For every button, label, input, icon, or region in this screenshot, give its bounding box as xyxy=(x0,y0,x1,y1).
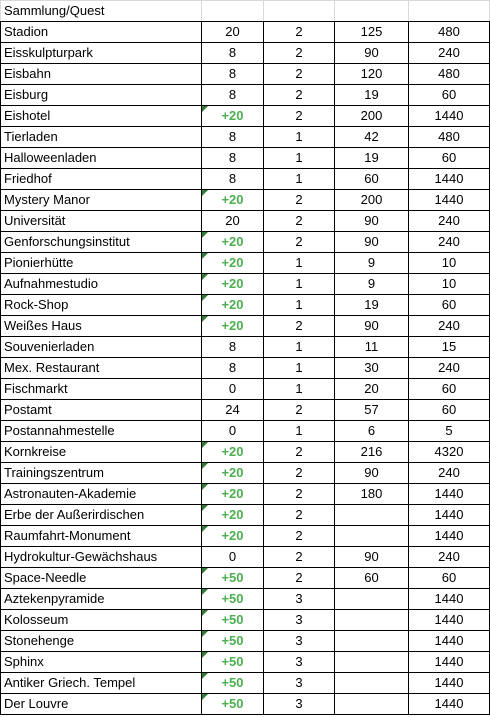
name-cell[interactable]: Mex. Restaurant xyxy=(1,358,202,379)
value-c-cell[interactable]: 57 xyxy=(335,400,409,421)
table-row xyxy=(1,589,490,610)
comment-flag-icon xyxy=(202,295,208,301)
value-a-cell[interactable] xyxy=(202,400,264,421)
value-c-cell[interactable]: 60 xyxy=(335,169,409,190)
table-row xyxy=(1,421,490,442)
value-b-cell[interactable]: 2 xyxy=(264,568,335,589)
name-cell[interactable]: Kornkreise xyxy=(1,442,202,463)
name-cell[interactable]: Postannahmestelle xyxy=(1,421,202,442)
value-d-cell[interactable]: 10 xyxy=(409,274,490,295)
table-row xyxy=(1,190,490,211)
name-cell[interactable]: Aztekenpyramide xyxy=(1,589,202,610)
value-a-cell[interactable] xyxy=(202,85,264,106)
value-a-cell[interactable] xyxy=(202,148,264,169)
cell-text: +20 xyxy=(221,486,244,501)
value-c-cell[interactable]: 19 xyxy=(335,148,409,169)
comment-flag-icon xyxy=(202,652,208,658)
value-a-cell[interactable] xyxy=(202,547,264,568)
value-c-cell[interactable]: 30 xyxy=(335,358,409,379)
cell-text: 8 xyxy=(228,129,237,144)
value-b-cell[interactable]: 3 xyxy=(264,589,335,610)
value-c-cell[interactable]: 20 xyxy=(335,379,409,400)
value-c-cell[interactable] xyxy=(335,505,409,526)
value-d-cell[interactable]: 5 xyxy=(409,421,490,442)
value-a-cell[interactable] xyxy=(202,106,264,127)
table-row xyxy=(1,694,490,715)
value-c-cell[interactable]: 125 xyxy=(335,22,409,43)
value-c-cell[interactable]: 200 xyxy=(335,106,409,127)
value-b-cell[interactable]: 3 xyxy=(264,610,335,631)
cell-text: +20 xyxy=(221,276,244,291)
value-a-cell[interactable] xyxy=(202,127,264,148)
empty-header-cell[interactable] xyxy=(409,1,490,22)
table-row xyxy=(1,169,490,190)
value-c-cell[interactable]: 90 xyxy=(335,232,409,253)
cell-text: 8 xyxy=(228,171,237,186)
name-cell[interactable]: Friedhof xyxy=(1,169,202,190)
value-b-cell[interactable]: 2 xyxy=(264,526,335,547)
comment-flag-icon xyxy=(202,568,208,574)
value-b-cell[interactable]: 2 xyxy=(264,22,335,43)
value-d-cell[interactable]: 1440 xyxy=(409,190,490,211)
value-d-cell[interactable]: 15 xyxy=(409,337,490,358)
spreadsheet-body xyxy=(1,1,490,715)
name-cell[interactable]: Stadion xyxy=(1,22,202,43)
value-d-cell[interactable]: 60 xyxy=(409,148,490,169)
name-cell[interactable]: Eisskulpturpark xyxy=(1,43,202,64)
cell-text: 8 xyxy=(228,360,237,375)
value-d-cell[interactable]: 60 xyxy=(409,85,490,106)
table-row xyxy=(1,274,490,295)
name-cell[interactable]: Eisbahn xyxy=(1,64,202,85)
value-b-cell[interactable]: 3 xyxy=(264,652,335,673)
value-d-cell[interactable]: 1440 xyxy=(409,589,490,610)
value-d-cell[interactable]: 1440 xyxy=(409,505,490,526)
value-c-cell[interactable] xyxy=(335,526,409,547)
name-cell[interactable]: Kolosseum xyxy=(1,610,202,631)
value-b-cell[interactable]: 1 xyxy=(264,253,335,274)
header-cell[interactable]: Sammlung/Quest xyxy=(1,1,202,22)
value-a-cell[interactable] xyxy=(202,631,264,652)
value-c-cell[interactable]: 60 xyxy=(335,568,409,589)
value-b-cell[interactable]: 3 xyxy=(264,631,335,652)
value-d-cell[interactable]: 240 xyxy=(409,211,490,232)
table-row xyxy=(1,484,490,505)
cell-text: +20 xyxy=(221,108,244,123)
comment-flag-icon xyxy=(202,106,208,112)
name-cell[interactable]: Sphinx xyxy=(1,652,202,673)
value-d-cell[interactable]: 1440 xyxy=(409,652,490,673)
name-cell[interactable]: Eishotel xyxy=(1,106,202,127)
value-c-cell[interactable]: 90 xyxy=(335,211,409,232)
value-a-cell[interactable] xyxy=(202,421,264,442)
value-d-cell[interactable]: 480 xyxy=(409,22,490,43)
table-row xyxy=(1,316,490,337)
comment-flag-icon xyxy=(202,316,208,322)
name-cell[interactable]: Aufnahmestudio xyxy=(1,274,202,295)
name-cell[interactable]: Eisburg xyxy=(1,85,202,106)
cell-text: 20 xyxy=(225,213,240,228)
value-a-cell[interactable] xyxy=(202,295,264,316)
value-a-cell[interactable] xyxy=(202,316,264,337)
value-b-cell[interactable]: 2 xyxy=(264,232,335,253)
table-row xyxy=(1,505,490,526)
value-b-cell[interactable]: 2 xyxy=(264,505,335,526)
value-b-cell[interactable]: 2 xyxy=(264,106,335,127)
cell-text: +50 xyxy=(221,675,244,690)
value-c-cell[interactable]: 9 xyxy=(335,274,409,295)
value-b-cell[interactable]: 1 xyxy=(264,169,335,190)
cell-text: 0 xyxy=(228,381,237,396)
value-d-cell[interactable]: 1440 xyxy=(409,526,490,547)
comment-flag-icon xyxy=(202,526,208,532)
cell-text: +20 xyxy=(221,528,244,543)
table-row xyxy=(1,148,490,169)
cell-text: +20 xyxy=(221,507,244,522)
value-c-cell[interactable]: 19 xyxy=(335,295,409,316)
value-c-cell[interactable] xyxy=(335,631,409,652)
value-d-cell[interactable]: 480 xyxy=(409,127,490,148)
value-a-cell[interactable] xyxy=(202,232,264,253)
value-a-cell[interactable] xyxy=(202,442,264,463)
value-b-cell[interactable]: 3 xyxy=(264,673,335,694)
value-c-cell[interactable] xyxy=(335,694,409,715)
cell-text: 8 xyxy=(228,87,237,102)
value-c-cell[interactable]: 90 xyxy=(335,43,409,64)
value-a-cell[interactable] xyxy=(202,379,264,400)
value-c-cell[interactable]: 9 xyxy=(335,253,409,274)
value-c-cell[interactable]: 90 xyxy=(335,463,409,484)
comment-flag-icon xyxy=(202,274,208,280)
comment-flag-icon xyxy=(202,610,208,616)
value-d-cell[interactable]: 1440 xyxy=(409,610,490,631)
value-d-cell[interactable]: 10 xyxy=(409,253,490,274)
header-row xyxy=(1,1,490,22)
comment-flag-icon xyxy=(202,232,208,238)
name-cell[interactable]: Der Louvre xyxy=(1,694,202,715)
value-c-cell[interactable]: 6 xyxy=(335,421,409,442)
comment-flag-icon xyxy=(202,694,208,700)
value-d-cell[interactable]: 1440 xyxy=(409,631,490,652)
value-b-cell[interactable]: 2 xyxy=(264,190,335,211)
table-row xyxy=(1,64,490,85)
value-b-cell[interactable]: 1 xyxy=(264,379,335,400)
value-a-cell[interactable] xyxy=(202,358,264,379)
value-b-cell[interactable]: 2 xyxy=(264,547,335,568)
value-a-cell[interactable] xyxy=(202,694,264,715)
cell-text: 8 xyxy=(228,45,237,60)
cell-text: 8 xyxy=(228,66,237,81)
value-b-cell[interactable]: 2 xyxy=(264,64,335,85)
table-row xyxy=(1,400,490,421)
value-d-cell[interactable]: 240 xyxy=(409,358,490,379)
value-b-cell[interactable]: 2 xyxy=(264,442,335,463)
cell-text: +20 xyxy=(221,465,244,480)
value-a-cell[interactable] xyxy=(202,22,264,43)
value-a-cell[interactable] xyxy=(202,43,264,64)
comment-flag-icon xyxy=(202,673,208,679)
table-row xyxy=(1,127,490,148)
value-a-cell[interactable] xyxy=(202,610,264,631)
value-c-cell[interactable]: 90 xyxy=(335,316,409,337)
table-row xyxy=(1,253,490,274)
value-d-cell[interactable]: 1440 xyxy=(409,484,490,505)
value-a-cell[interactable] xyxy=(202,526,264,547)
value-c-cell[interactable] xyxy=(335,589,409,610)
value-a-cell[interactable] xyxy=(202,568,264,589)
cell-text: 24 xyxy=(225,402,240,417)
cell-text: +20 xyxy=(221,297,244,312)
name-cell[interactable]: Astronauten-Akademie xyxy=(1,484,202,505)
value-a-cell[interactable] xyxy=(202,169,264,190)
value-d-cell[interactable]: 240 xyxy=(409,463,490,484)
name-cell[interactable]: Stonehenge xyxy=(1,631,202,652)
name-cell[interactable]: Genforschungsinstitut xyxy=(1,232,202,253)
table-row xyxy=(1,652,490,673)
name-cell[interactable]: Rock-Shop xyxy=(1,295,202,316)
table-row xyxy=(1,295,490,316)
value-c-cell[interactable]: 42 xyxy=(335,127,409,148)
cell-text: +50 xyxy=(221,591,244,606)
cell-text: +20 xyxy=(221,318,244,333)
table-row xyxy=(1,442,490,463)
table-row xyxy=(1,610,490,631)
value-b-cell[interactable]: 1 xyxy=(264,127,335,148)
value-c-cell[interactable]: 90 xyxy=(335,547,409,568)
value-a-cell[interactable] xyxy=(202,253,264,274)
value-b-cell[interactable]: 1 xyxy=(264,337,335,358)
comment-flag-icon xyxy=(202,631,208,637)
empty-header-cell[interactable] xyxy=(335,1,409,22)
cell-text: 8 xyxy=(228,339,237,354)
cell-text: +50 xyxy=(221,612,244,627)
value-a-cell[interactable] xyxy=(202,673,264,694)
value-b-cell[interactable]: 2 xyxy=(264,316,335,337)
name-cell[interactable]: Halloweenladen xyxy=(1,148,202,169)
name-cell[interactable]: Tierladen xyxy=(1,127,202,148)
value-b-cell[interactable]: 1 xyxy=(264,148,335,169)
name-cell[interactable]: Fischmarkt xyxy=(1,379,202,400)
value-b-cell[interactable]: 1 xyxy=(264,358,335,379)
table-row xyxy=(1,106,490,127)
value-d-cell[interactable]: 1440 xyxy=(409,106,490,127)
value-b-cell[interactable]: 1 xyxy=(264,295,335,316)
value-d-cell[interactable]: 240 xyxy=(409,43,490,64)
value-d-cell[interactable]: 240 xyxy=(409,232,490,253)
value-d-cell[interactable]: 60 xyxy=(409,295,490,316)
name-cell[interactable]: Antiker Griech. Tempel xyxy=(1,673,202,694)
table-row xyxy=(1,22,490,43)
table-row xyxy=(1,526,490,547)
table-row xyxy=(1,358,490,379)
value-c-cell[interactable]: 11 xyxy=(335,337,409,358)
name-cell[interactable]: Erbe der Außerirdischen xyxy=(1,505,202,526)
value-c-cell[interactable]: 180 xyxy=(335,484,409,505)
name-cell[interactable]: Souvenierladen xyxy=(1,337,202,358)
value-d-cell[interactable]: 1440 xyxy=(409,673,490,694)
cell-text: +50 xyxy=(221,696,244,711)
value-a-cell[interactable] xyxy=(202,211,264,232)
name-cell[interactable]: Mystery Manor xyxy=(1,190,202,211)
value-a-cell[interactable] xyxy=(202,190,264,211)
table-row xyxy=(1,568,490,589)
empty-header-cell[interactable] xyxy=(264,1,335,22)
value-b-cell[interactable]: 1 xyxy=(264,274,335,295)
name-cell[interactable]: Postamt xyxy=(1,400,202,421)
value-b-cell[interactable]: 3 xyxy=(264,694,335,715)
value-d-cell[interactable]: 60 xyxy=(409,400,490,421)
comment-flag-icon xyxy=(202,484,208,490)
name-cell[interactable]: Trainingszentrum xyxy=(1,463,202,484)
value-b-cell[interactable]: 2 xyxy=(264,85,335,106)
table-row xyxy=(1,631,490,652)
table-row xyxy=(1,85,490,106)
comment-flag-icon xyxy=(202,442,208,448)
empty-header-cell[interactable] xyxy=(202,1,264,22)
comment-flag-icon xyxy=(202,190,208,196)
table-row xyxy=(1,547,490,568)
cell-text: +50 xyxy=(221,570,244,585)
table-row xyxy=(1,211,490,232)
cell-text: +20 xyxy=(221,234,244,249)
value-b-cell[interactable]: 2 xyxy=(264,484,335,505)
value-d-cell[interactable]: 60 xyxy=(409,379,490,400)
name-cell[interactable]: Universität xyxy=(1,211,202,232)
value-c-cell[interactable]: 200 xyxy=(335,190,409,211)
value-b-cell[interactable]: 2 xyxy=(264,211,335,232)
value-a-cell[interactable] xyxy=(202,484,264,505)
table-row xyxy=(1,43,490,64)
value-c-cell[interactable] xyxy=(335,610,409,631)
value-a-cell[interactable] xyxy=(202,337,264,358)
name-cell[interactable]: Hydrokultur-Gewächshaus xyxy=(1,547,202,568)
cell-text: 20 xyxy=(225,24,240,39)
value-a-cell[interactable] xyxy=(202,505,264,526)
comment-flag-icon xyxy=(202,589,208,595)
value-d-cell[interactable]: 240 xyxy=(409,316,490,337)
value-d-cell[interactable]: 1440 xyxy=(409,694,490,715)
cell-text: +20 xyxy=(221,192,244,207)
cell-text: 0 xyxy=(228,423,237,438)
cell-text: +50 xyxy=(221,633,244,648)
value-b-cell[interactable]: 2 xyxy=(264,400,335,421)
name-cell[interactable]: Raumfahrt-Monument xyxy=(1,526,202,547)
value-d-cell[interactable]: 480 xyxy=(409,64,490,85)
table-row xyxy=(1,337,490,358)
comment-flag-icon xyxy=(202,463,208,469)
comment-flag-icon xyxy=(202,505,208,511)
value-c-cell[interactable] xyxy=(335,652,409,673)
value-d-cell[interactable]: 1440 xyxy=(409,169,490,190)
table-row xyxy=(1,673,490,694)
value-b-cell[interactable]: 2 xyxy=(264,463,335,484)
value-c-cell[interactable] xyxy=(335,673,409,694)
value-b-cell[interactable]: 1 xyxy=(264,421,335,442)
value-a-cell[interactable] xyxy=(202,589,264,610)
name-cell[interactable]: Space-Needle xyxy=(1,568,202,589)
value-a-cell[interactable] xyxy=(202,64,264,85)
cell-text: +50 xyxy=(221,654,244,669)
name-cell[interactable]: Weißes Haus xyxy=(1,316,202,337)
value-c-cell[interactable]: 19 xyxy=(335,85,409,106)
value-a-cell[interactable] xyxy=(202,652,264,673)
cell-text: +20 xyxy=(221,444,244,459)
comment-flag-icon xyxy=(202,253,208,259)
value-c-cell[interactable]: 120 xyxy=(335,64,409,85)
cell-text: 8 xyxy=(228,150,237,165)
value-a-cell[interactable] xyxy=(202,274,264,295)
table-row xyxy=(1,463,490,484)
value-d-cell[interactable]: 60 xyxy=(409,568,490,589)
cell-text: 0 xyxy=(228,549,237,564)
value-d-cell[interactable]: 4320 xyxy=(409,442,490,463)
value-b-cell[interactable]: 2 xyxy=(264,43,335,64)
value-a-cell[interactable] xyxy=(202,463,264,484)
table-row xyxy=(1,379,490,400)
value-c-cell[interactable]: 216 xyxy=(335,442,409,463)
value-d-cell[interactable]: 240 xyxy=(409,547,490,568)
cell-text: +20 xyxy=(221,255,244,270)
table-row xyxy=(1,232,490,253)
name-cell[interactable]: Pionierhütte xyxy=(1,253,202,274)
